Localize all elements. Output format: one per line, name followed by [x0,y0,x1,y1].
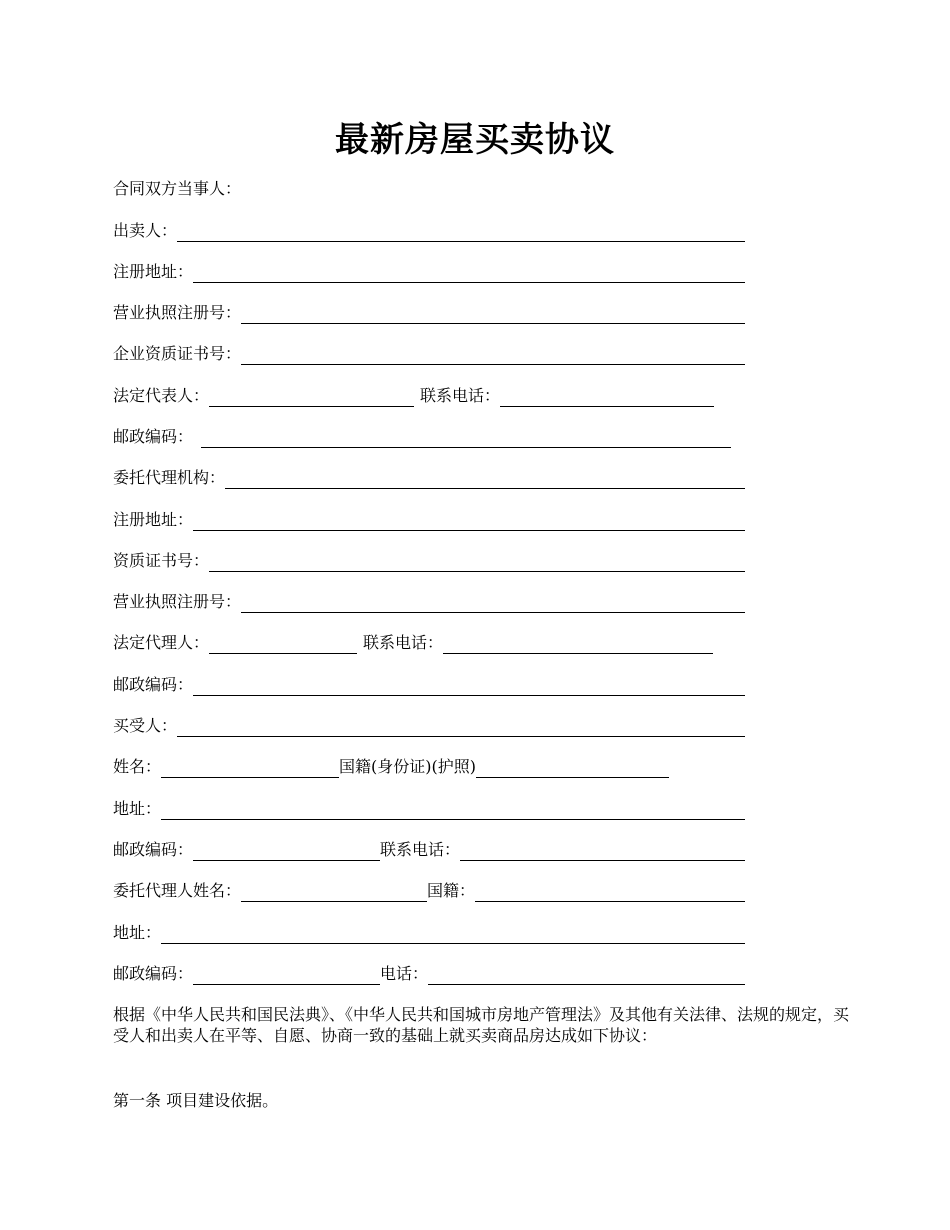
agency-legal-agent-label: 法定代理人： [113,633,210,652]
agency-legal-agent-row [113,630,745,654]
agency-phone-field[interactable] [443,635,713,654]
article-1-heading: 第一条 项目建设依据。 [113,1091,279,1110]
seller-legal-rep-row [113,383,745,407]
buyer-phone-label: 联系电话： [380,840,461,859]
buyer-name-label: 姓名： [113,757,162,776]
seller-qualification-row [113,341,745,365]
buyer-phone-field[interactable] [460,842,745,861]
seller-postcode-field[interactable] [201,429,731,448]
seller-license-field[interactable] [241,305,745,324]
agency-qualification-label: 资质证书号： [113,551,210,570]
seller-postcode-label: 邮政编码： [113,427,194,446]
agency-address-row [113,507,745,531]
parties-header [113,176,745,200]
agency-license-row [113,589,745,613]
seller-legal-rep-label: 法定代表人： [113,386,210,405]
parties-header-label: 合同双方当事人： [113,179,242,198]
seller-address-row [113,259,745,283]
buyer-address-label: 地址： [113,799,162,818]
agency-address-field[interactable] [193,512,745,531]
seller-legal-rep-field[interactable] [209,388,414,407]
agency-qualification-row [113,548,745,572]
buyer-agent-address-field[interactable] [161,925,745,944]
buyer-agent-phone-label: 电话： [380,964,429,983]
buyer-row [113,713,745,737]
seller-qualification-field[interactable] [241,346,745,365]
agency-postcode-label: 邮政编码： [113,675,194,694]
agency-postcode-field[interactable] [193,677,745,696]
agency-label: 委托代理机构： [113,468,226,487]
seller-address-field[interactable] [193,264,745,283]
buyer-nationality-id-label: 国籍(身份证)(护照) [339,757,476,776]
buyer-agent-row [113,878,745,902]
buyer-address-row [113,796,745,820]
buyer-name-field[interactable] [161,759,339,778]
agency-qualification-field[interactable] [209,553,745,572]
buyer-agent-name-label: 委托代理人姓名： [113,881,242,900]
buyer-postcode-field[interactable] [193,842,380,861]
seller-row [113,218,745,242]
buyer-postcode-label: 邮政编码： [113,840,194,859]
agency-field[interactable] [225,470,745,489]
buyer-nationality-field[interactable] [475,883,745,902]
seller-label: 出卖人： [113,221,178,240]
buyer-nationality-label: 国籍： [427,881,476,900]
seller-license-label: 营业执照注册号： [113,303,242,322]
buyer-agent-postcode-row [113,961,745,985]
agency-license-field[interactable] [241,594,745,613]
buyer-agent-postcode-label: 邮政编码： [113,964,194,983]
buyer-address-field[interactable] [161,801,745,820]
seller-postcode-row [113,424,745,448]
seller-address-label: 注册地址： [113,262,194,281]
buyer-agent-name-field[interactable] [241,883,427,902]
buyer-nationality-id-field[interactable] [476,759,669,778]
seller-phone-label: 联系电话： [420,386,501,405]
buyer-postcode-row [113,837,745,861]
agency-license-label: 营业执照注册号： [113,592,242,611]
buyer-agent-phone-field[interactable] [428,966,745,985]
agency-legal-agent-field[interactable] [209,635,357,654]
buyer-field[interactable] [177,718,745,737]
buyer-label: 买受人： [113,716,178,735]
buyer-agent-address-row [113,920,745,944]
agency-address-label: 注册地址： [113,510,194,529]
intro-paragraph: 根据《中华人民共和国民法典》、《中华人民共和国城市房地产管理法》及其他有关法律、法规的规定，买受人和出卖人在平等、自愿、协商一致的基础上就买卖商品房达成如下协议： [113,1005,850,1045]
document-title: 最新房屋买卖协议 [335,120,615,160]
buyer-agent-address-label: 地址： [113,923,162,942]
buyer-name-row [113,754,745,778]
agency-postcode-row [113,672,745,696]
seller-license-row [113,300,745,324]
seller-field[interactable] [177,223,745,242]
seller-qualification-label: 企业资质证书号： [113,344,242,363]
agency-phone-label: 联系电话： [363,633,444,652]
seller-phone-field[interactable] [500,388,714,407]
buyer-agent-postcode-field[interactable] [193,966,380,985]
agency-row [113,465,745,489]
